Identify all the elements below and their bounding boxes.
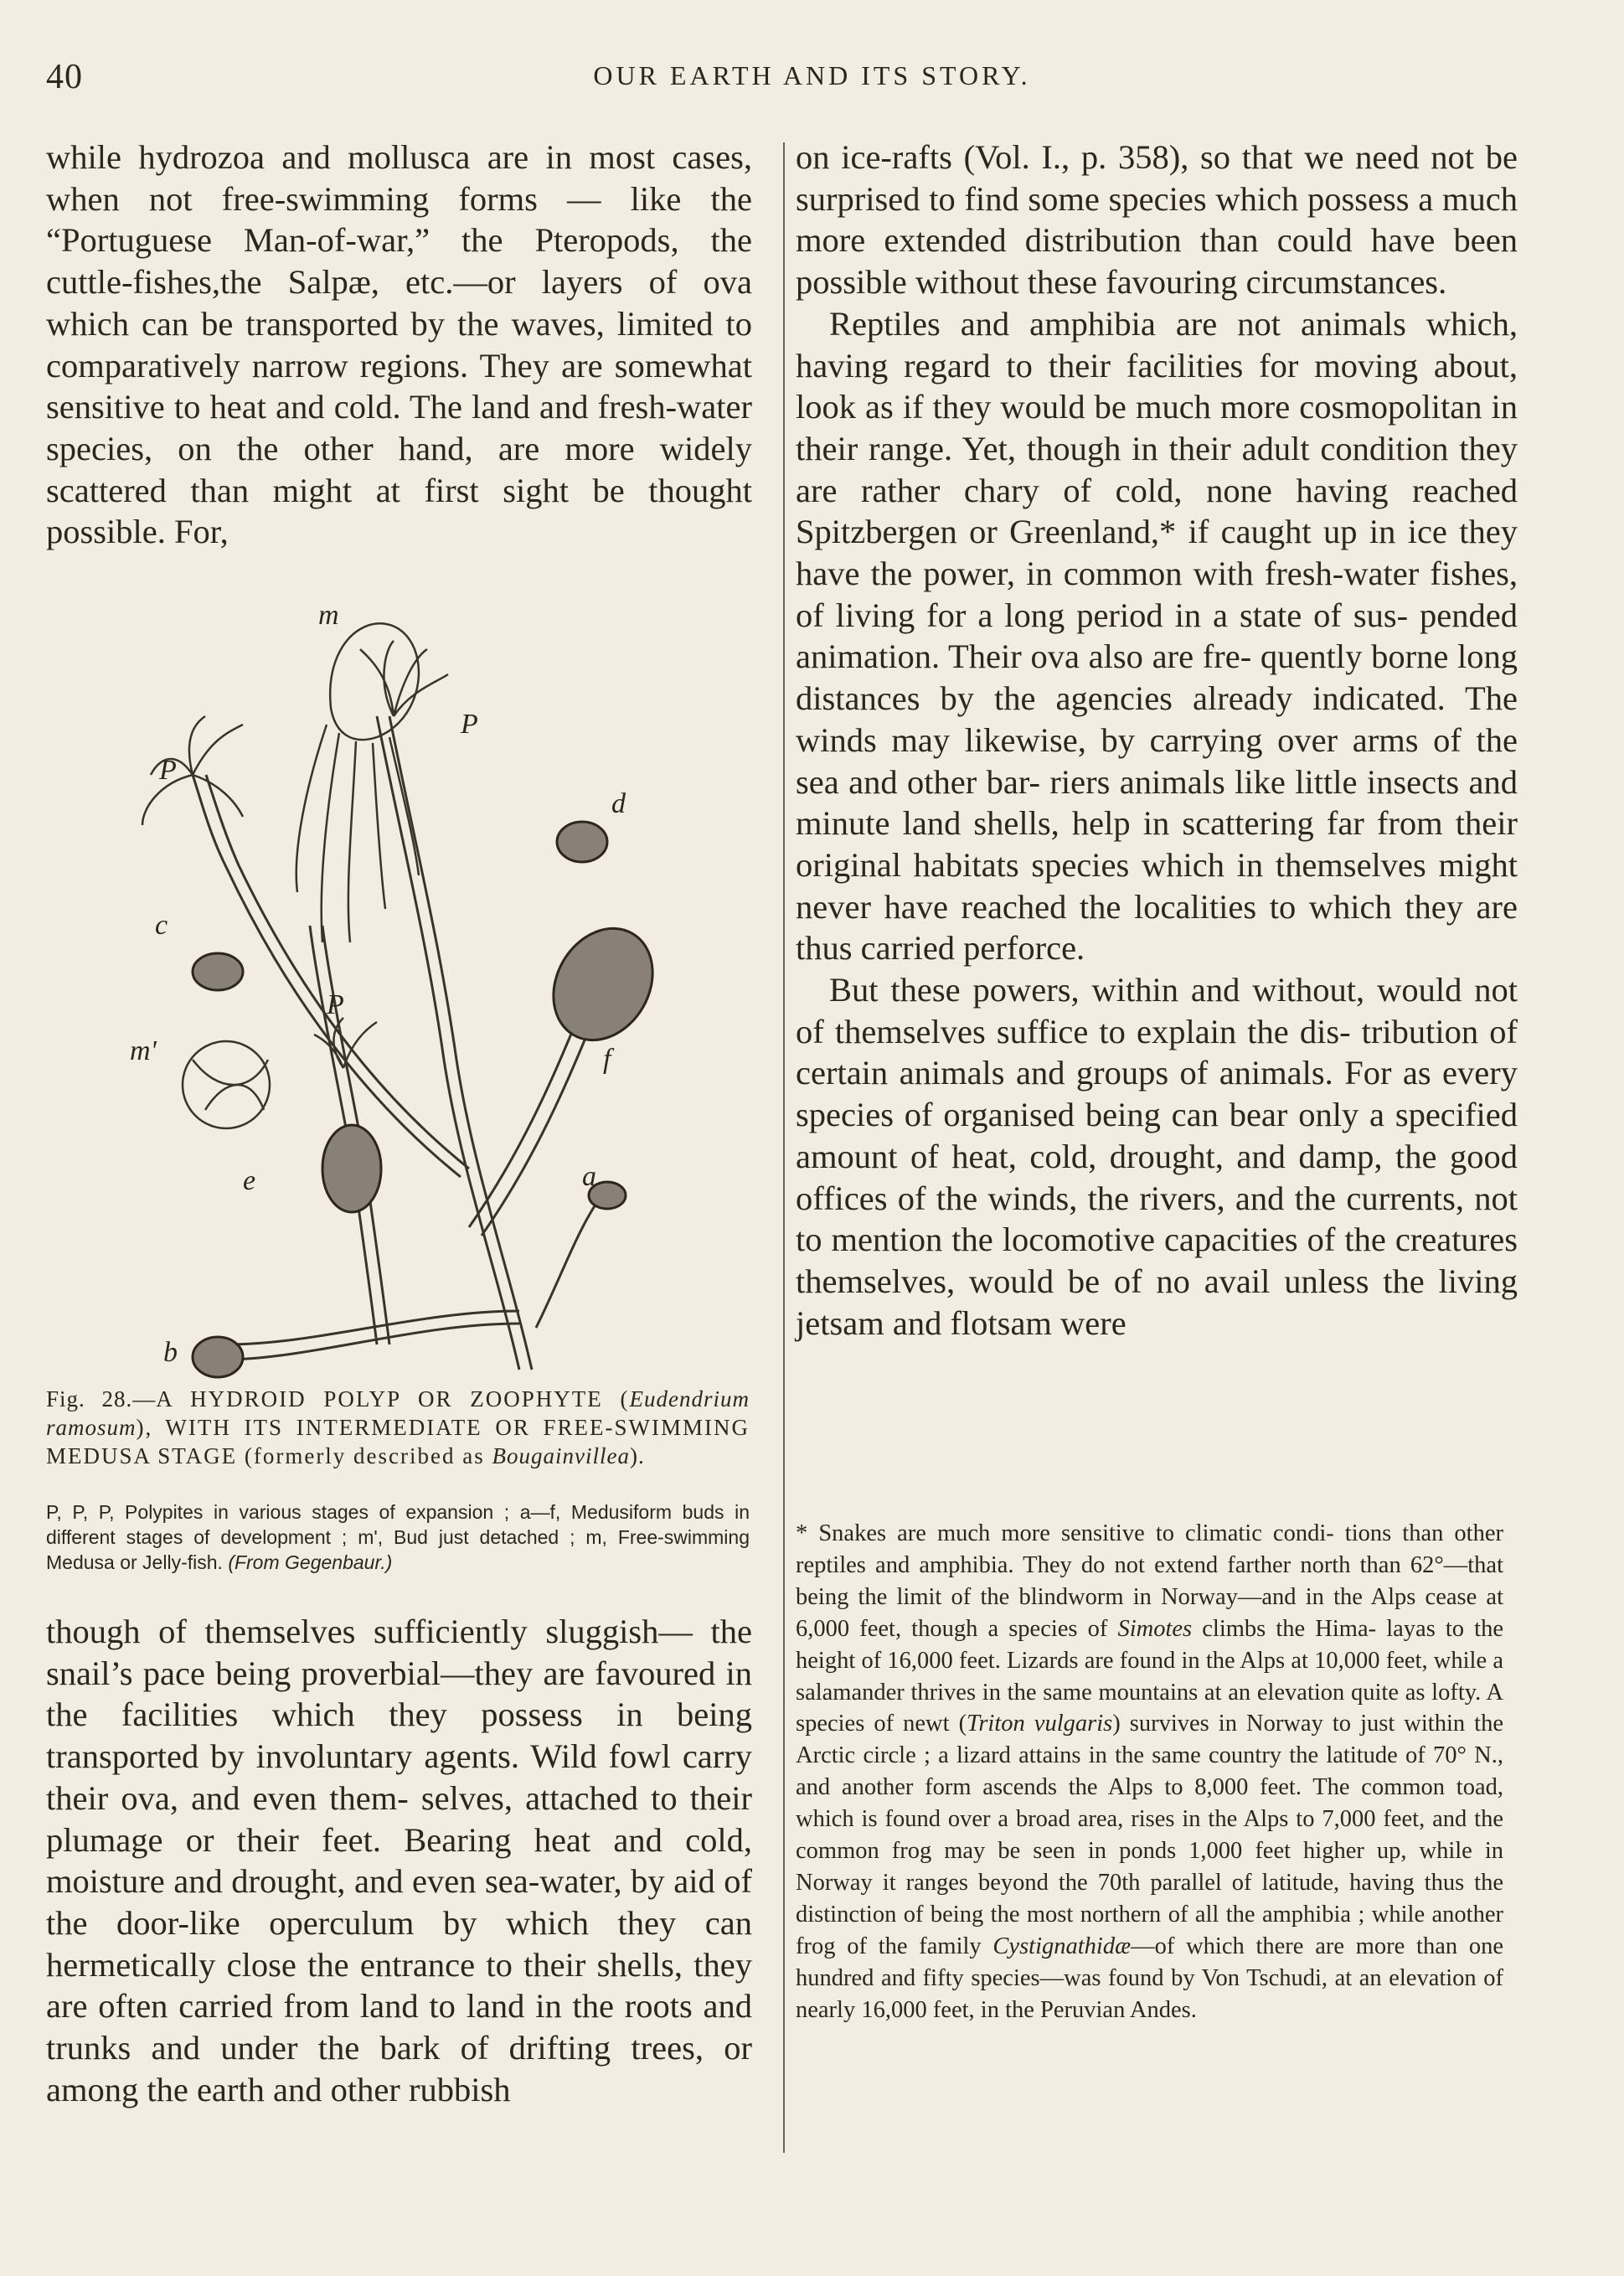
footnote-text: * Snakes are much more sensitive to climatic condi- tions than other reptiles and amphibia. They do not extend farther north than 62°—that being the limit of the blindworm in Norway—and in the Alps cease at 6,000 feet, though a species of xyxy=(796,1520,1503,1642)
label-e: e xyxy=(243,1165,256,1196)
paragraph: though of themselves sufficiently sluggish— the snail’s pace being proverbial—they are favoured in the facilities which they possess in being transported by involuntary agents. Wild fowl carry their ova, and even them- selves, attached to their plumage or their feet. Bearing heat and cold, moisture and drought, and even sea-water, by aid of the door-like operculum by which they can hermetically close the entrance to their shells, they are often carried from land to land in the roots and trunks and under the bark of drifting trees, or among the earth and other rubbish xyxy=(46,1613,752,2108)
bud-detached-tentacles xyxy=(193,1060,268,1110)
medusa-bud-f xyxy=(534,911,662,1058)
polyp-p-left xyxy=(142,716,243,825)
hydroid-illustration xyxy=(126,591,662,1395)
label-c: c xyxy=(155,910,168,941)
label-m: m xyxy=(318,600,339,631)
footnote-text: —of which there are more than one hundred and fifty species—was found by Von Tschudi, at an elevation of nearly 16,000 feet, in the Peruvian Andes. xyxy=(796,1933,1503,2023)
medusa-bud-d xyxy=(557,822,607,862)
paragraph: on ice-rafts (Vol. I., p. 358), so that we need not be surprised to find some species which possess a much more extended distribution than could have been possible without these favouring circumstances. xyxy=(796,138,1518,302)
label-b: b xyxy=(163,1337,178,1368)
caption-mid: ), WITH ITS INTERMEDIATE OR FREE-SWIMMING MEDUSA STAGE (formerly described as xyxy=(46,1415,750,1468)
right-column xyxy=(796,137,1518,1344)
label-m-prime: m' xyxy=(130,1035,157,1066)
footnote-text: climbs the Hima- layas to the height of 16,000 feet. Lizards are found in the Alps at 10,000 feet, while a salamander thrives in the same mountains at an elevation quite as lofty. A species of newt ( xyxy=(796,1615,1503,1737)
medusa-bud-e xyxy=(322,1125,381,1212)
figure-legend xyxy=(46,1499,750,1575)
label-p-mid: P xyxy=(327,989,344,1020)
footnote-species: Triton vulgaris xyxy=(967,1711,1113,1737)
figure-caption xyxy=(46,1385,750,1470)
paragraph: But these powers, within and without, would not of themselves suffice to explain the dis- tribution of certain animals and groups of animals. For as every species of organised being can bear only a specified amount of heat, cold, drought, and damp, the good offices of the winds, the rivers, and the currents, not to mention the locomotive capacities of the creatures themselves, would be of no avail unless the living jetsam and flotsam were xyxy=(796,971,1518,1342)
left-column-top xyxy=(46,137,752,553)
running-head: OUR EARTH AND ITS STORY. xyxy=(593,60,1031,90)
column-rule xyxy=(783,142,785,2153)
polyp-p-top xyxy=(360,641,448,716)
caption-end: ). xyxy=(629,1443,645,1468)
footnote-genus: Simotes xyxy=(1117,1615,1193,1642)
label-a: a xyxy=(582,1161,596,1192)
medusa-bud-c xyxy=(193,953,243,990)
caption-main: A HYDROID POLYP OR ZOOPHYTE ( xyxy=(156,1386,630,1412)
figure-source: (From Gegenbaur.) xyxy=(228,1551,393,1573)
caption-species: Eudendrium ramosum xyxy=(46,1386,750,1440)
paragraph: while hydrozoa and mollusca are in most cases, when not free-swimming forms — like the “Portuguese Man-of-war,” the Pteropods, the cuttle-fishes,the Salpæ, etc.—or layers of ova which can be transported by the waves, limited to comparatively narrow regions. They are somewhat sensitive to heat and cold. The land and fresh-water species, on the other hand, are more widely scattered than might at first sight be thought possible. For, xyxy=(46,138,752,551)
paragraph: Reptiles and amphibia are not animals which, having regard to their facilities for moving about, look as if they would be much more cosmopolitan in their range. Yet, though in their adult condition they are rather chary of cold, none having reached Spitzbergen or Greenland,* if caught up in ice they have the power, in common with fresh-water fishes, of living for a long period in a state of sus- pended animation. Their ova also are fre- quently borne long distances by the agencies already indicated. The winds may likewise, by carrying over arms of the sea and other bar- riers animals like little insects and minute land shells, help in scattering far from their original habitats species which in themselves might never have reached the localities to which they are thus carried perforce. xyxy=(796,304,1518,968)
medusa-bud-b xyxy=(193,1337,243,1377)
label-p-left: P xyxy=(159,755,177,786)
figure-legend-text: P, P, P, Polypites in various stages of expansion ; a—f, Medusiform buds in different stages of development ; m', Bud just detached ; m, Free-swimming Medusa or Jelly-fish. xyxy=(46,1501,750,1573)
stem-main-inner xyxy=(389,716,532,1370)
footnote-text: ) survives in Norway to just within the Arctic circle ; a lizard attains in the same country the latitude of 70° N., and another form ascends the Alps to 8,000 feet. The common toad, which is found over a broad area, rises in the Alps to 7,000 feet, and the common frog may be seen in ponds 1,000 feet higher up, while in Norway it ranges beyond the 70th parallel of latitude, having thus the distinction of being the most northern of all the amphibia ; while another frog of the family xyxy=(796,1711,1503,1959)
label-d: d xyxy=(611,788,626,819)
footnote-family: Cystignathidæ xyxy=(992,1933,1132,1959)
label-p-top: P xyxy=(461,709,478,740)
caption-prefix: Fig. 28.— xyxy=(46,1386,157,1412)
stem-bottom-right xyxy=(536,1194,603,1328)
label-f: f xyxy=(603,1044,611,1075)
page-number: 40 xyxy=(46,58,83,96)
footnote xyxy=(796,1518,1503,2026)
stem-main xyxy=(377,716,519,1370)
caption-genus: Bougainvillea xyxy=(492,1443,630,1468)
left-column-bottom xyxy=(46,1611,752,2110)
